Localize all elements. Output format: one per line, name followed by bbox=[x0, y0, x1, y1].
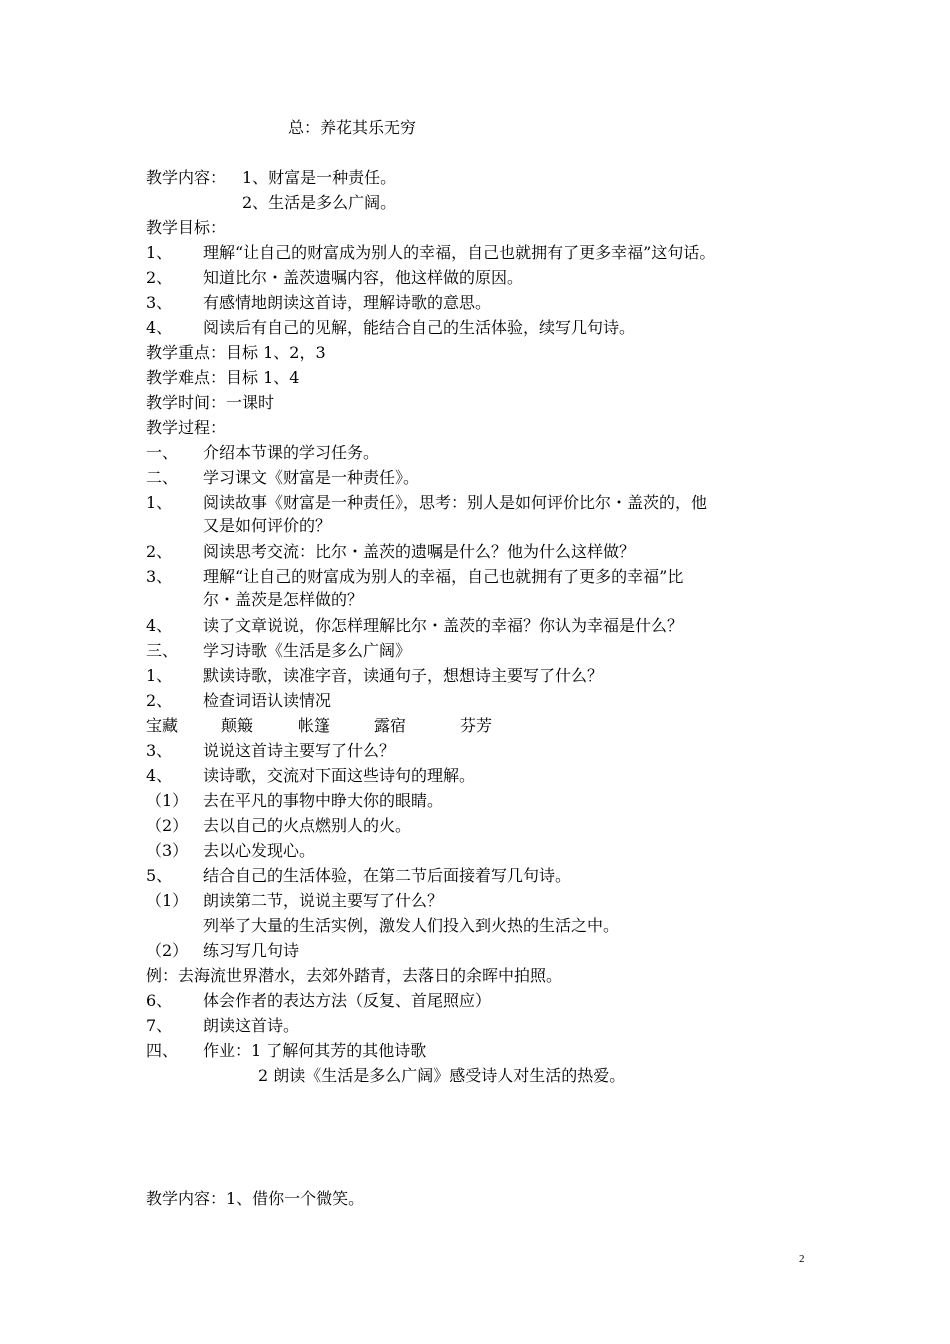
content-item: 1、财富是一种责任。 bbox=[242, 168, 397, 187]
list-text-continued: 又是如何评价的？ bbox=[203, 516, 332, 535]
list-text-continued: 尔・盖茨是怎样做的？ bbox=[203, 590, 364, 609]
content-label: 教学内容： bbox=[146, 168, 227, 187]
list-text: 朗读这首诗。 bbox=[203, 1016, 300, 1035]
section-number: 一、 bbox=[146, 443, 179, 462]
list-number: 2、 bbox=[146, 691, 173, 710]
section-number: 四、 bbox=[146, 1041, 179, 1060]
objective-text: 有感情地朗读这首诗，理解诗歌的意思。 bbox=[203, 293, 492, 312]
sub-number: （2） bbox=[146, 816, 189, 835]
list-number: 2、 bbox=[146, 268, 173, 287]
poem-line: 去以心发现心。 bbox=[203, 841, 316, 860]
content-item: 2、生活是多么广阔。 bbox=[242, 193, 397, 212]
list-number: 1、 bbox=[146, 493, 173, 512]
list-number: 4、 bbox=[146, 318, 173, 337]
list-number: 3、 bbox=[146, 741, 173, 760]
sub-number: （1） bbox=[146, 891, 189, 910]
example-line: 例：去海流世界潜水，去郊外踏青，去落日的余晖中拍照。 bbox=[146, 966, 563, 985]
list-number: 7、 bbox=[146, 1016, 173, 1035]
objectives-heading: 教学目标： bbox=[146, 218, 227, 237]
vocab-word: 颠簸 bbox=[221, 716, 254, 735]
vocab-word: 帐篷 bbox=[298, 716, 331, 735]
list-number: 2、 bbox=[146, 542, 173, 561]
poem-line: 去在平凡的事物中睁大你的眼睛。 bbox=[203, 791, 444, 810]
list-number: 1、 bbox=[146, 243, 173, 262]
list-number: 4、 bbox=[146, 766, 173, 785]
next-lesson-content: 教学内容：1、借你一个微笑。 bbox=[146, 1189, 365, 1208]
list-text: 检查词语认读情况 bbox=[203, 691, 332, 710]
section-text: 学习诗歌《生活是多么广阔》 bbox=[203, 641, 412, 660]
objective-text: 知道比尔・盖茨遗嘱内容，他这样做的原因。 bbox=[203, 268, 524, 287]
process-heading: 教学过程： bbox=[146, 418, 227, 437]
difficulties: 教学难点：目标 1、4 bbox=[146, 368, 300, 387]
section-number: 二、 bbox=[146, 468, 179, 487]
document-title: 总：养花其乐无穷 bbox=[288, 118, 417, 137]
section-text: 学习课文《财富是一种责任》。 bbox=[203, 468, 420, 487]
homework-text-continued: 2 朗读《生活是多么广阔》感受诗人对生活的热爱。 bbox=[258, 1066, 626, 1085]
list-number: 3、 bbox=[146, 293, 173, 312]
vocab-word: 宝藏 bbox=[146, 716, 179, 735]
homework-text: 作业：1 了解何其芳的其他诗歌 bbox=[203, 1041, 427, 1060]
list-number: 6、 bbox=[146, 991, 173, 1010]
list-number: 4、 bbox=[146, 616, 173, 635]
list-text: 阅读思考交流：比尔・盖茨的遗嘱是什么？他为什么这样做？ bbox=[203, 542, 636, 561]
sub-text: 练习写几句诗 bbox=[203, 941, 300, 960]
teaching-time: 教学时间：一课时 bbox=[146, 393, 275, 412]
objective-text: 理解“让自己的财富成为别人的幸福，自己也就拥有了更多幸福”这句话。 bbox=[203, 243, 716, 262]
list-text: 读了文章说说，你怎样理解比尔・盖茨的幸福？你认为幸福是什么？ bbox=[203, 616, 684, 635]
sub-number: （3） bbox=[146, 841, 189, 860]
list-text: 阅读故事《财富是一种责任》，思考：别人是如何评价比尔・盖茨的，他 bbox=[203, 493, 708, 512]
key-points: 教学重点：目标 1、2，3 bbox=[146, 343, 326, 362]
list-text: 体会作者的表达方法（反复、首尾照应） bbox=[203, 991, 492, 1010]
list-number: 5、 bbox=[146, 866, 173, 885]
section-number: 三、 bbox=[146, 641, 179, 660]
section-text: 介绍本节课的学习任务。 bbox=[203, 443, 380, 462]
list-text: 理解“让自己的财富成为别人的幸福，自己也就拥有了更多的幸福”比 bbox=[203, 567, 684, 586]
list-text: 结合自己的生活体验，在第二节后面接着写几句诗。 bbox=[203, 866, 572, 885]
sub-answer: 列举了大量的生活实例，激发人们投入到火热的生活之中。 bbox=[203, 916, 620, 935]
list-number: 3、 bbox=[146, 567, 173, 586]
page-number: 2 bbox=[799, 1253, 805, 1265]
sub-number: （1） bbox=[146, 791, 189, 810]
list-number: 1、 bbox=[146, 666, 173, 685]
list-text: 说说这首诗主要写了什么？ bbox=[203, 741, 396, 760]
list-text: 读诗歌，交流对下面这些诗句的理解。 bbox=[203, 766, 476, 785]
sub-number: （2） bbox=[146, 941, 189, 960]
vocab-word: 露宿 bbox=[374, 716, 407, 735]
list-text: 默读诗歌，读准字音，读通句子，想想诗主要写了什么？ bbox=[203, 666, 604, 685]
vocab-word: 芬芳 bbox=[460, 716, 493, 735]
objective-text: 阅读后有自己的见解，能结合自己的生活体验，续写几句诗。 bbox=[203, 318, 636, 337]
sub-text: 朗读第二节，说说主要写了什么？ bbox=[203, 891, 444, 910]
poem-line: 去以自己的火点燃别人的火。 bbox=[203, 816, 412, 835]
